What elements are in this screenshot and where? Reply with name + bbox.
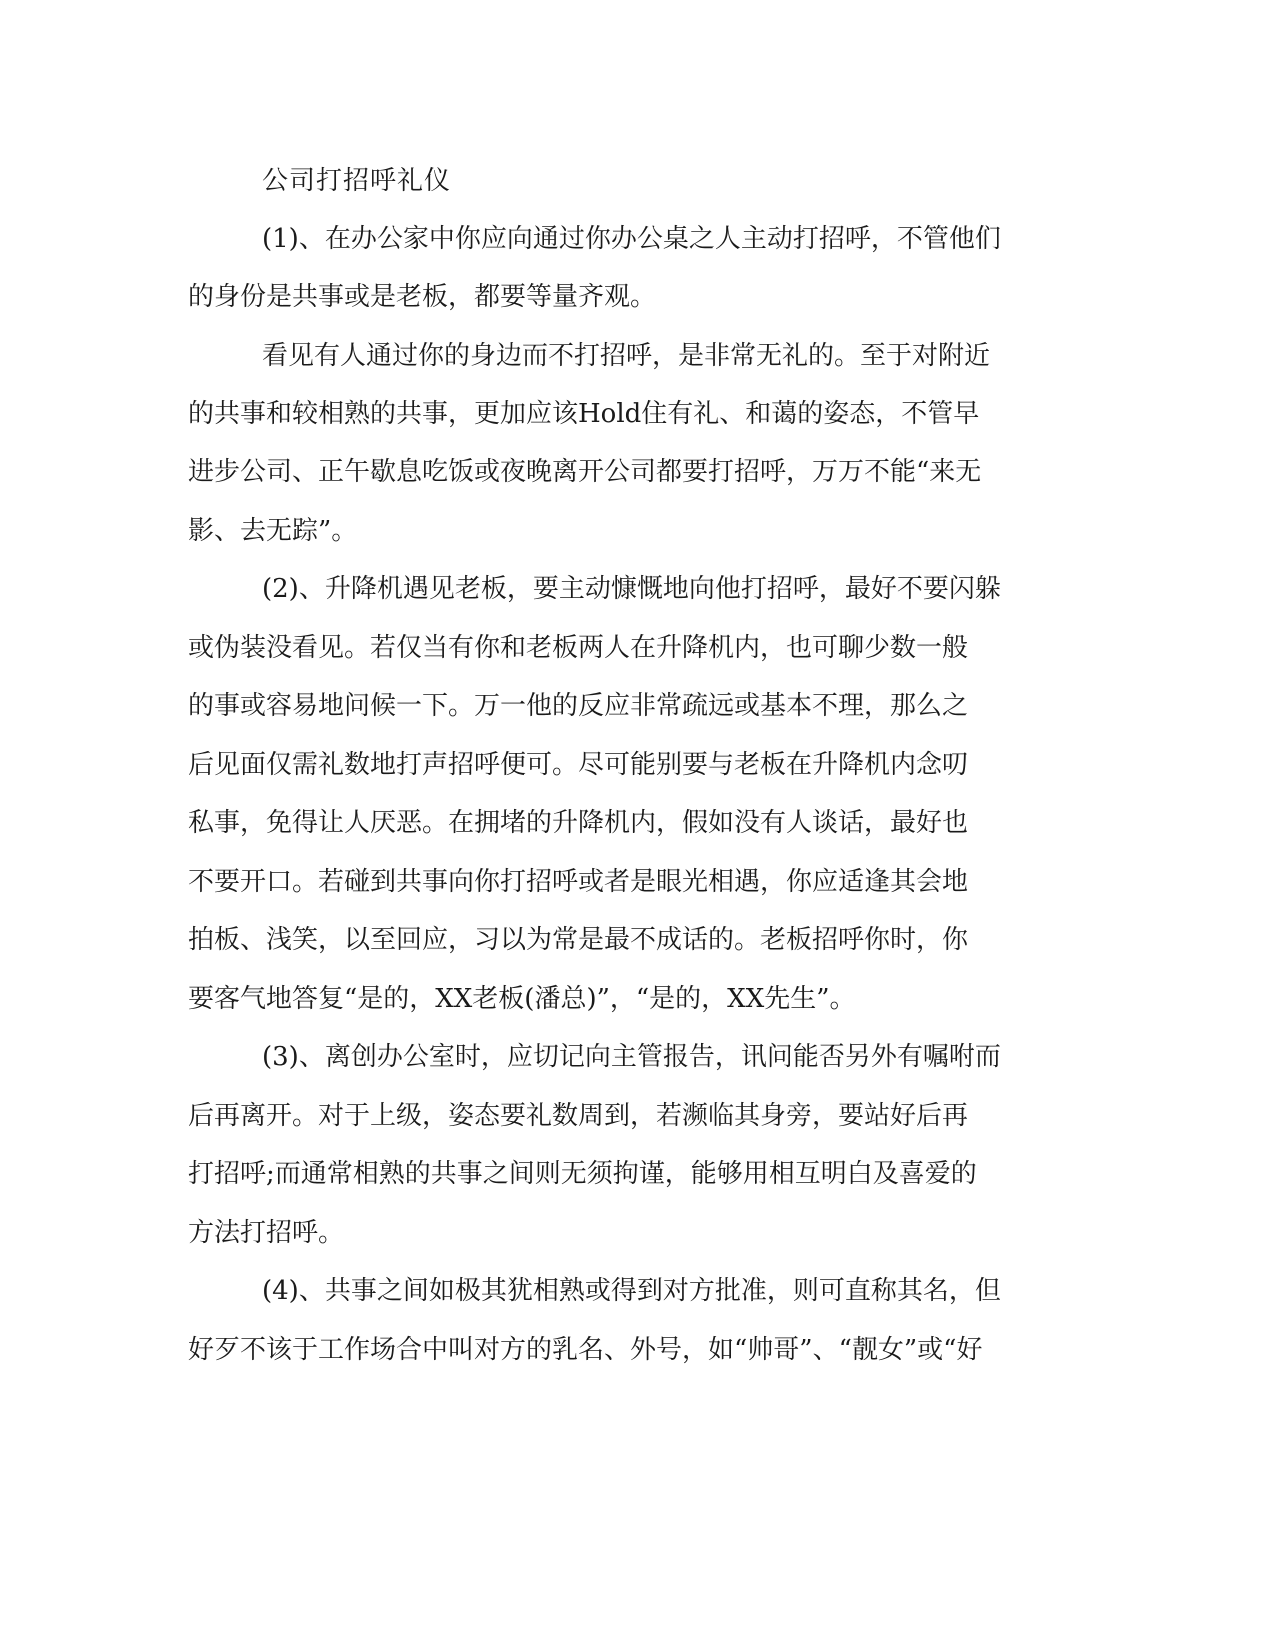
paragraph-line: 方法打招呼。 (188, 1218, 345, 1248)
paragraph-line: 影、去无踪”。 (188, 516, 358, 546)
paragraph-line: 后再离开。对于上级，姿态要礼数周到，若濒临其身旁，要站好后再 (188, 1101, 969, 1131)
paragraph-line: 打招呼;而通常相熟的共事之间则无须拘谨，能够用相互明白及喜爱的 (188, 1159, 977, 1189)
paragraph-line: 要客气地答复“是的，XX老板(潘总)”，“是的，XX先生”。 (188, 984, 856, 1014)
paragraph-line: 不要开口。若碰到共事向你打招呼或者是眼光相遇，你应适逢其会地 (188, 867, 969, 897)
document-title: 公司打招呼礼仪 (262, 166, 452, 196)
paragraph-line: 的共事和较相熟的共事，更加应该Hold住有礼、和蔼的姿态，不管早 (188, 399, 980, 429)
paragraph-line: 或伪装没看见。若仅当有你和老板两人在升降机内，也可聊少数一般 (188, 633, 969, 663)
paragraph-line: 私事，免得让人厌恶。在拥堵的升降机内，假如没有人谈话，最好也 (188, 808, 969, 838)
paragraph-line: 后见面仅需礼数地打声招呼便可。尽可能别要与老板在升降机内念叨 (188, 750, 969, 780)
paragraph-line: 的事或容易地问候一下。万一他的反应非常疏远或基本不理，那么之 (188, 691, 969, 721)
paragraph-line: 进步公司、正午歇息吃饭或夜晚离开公司都要打招呼，万万不能“来无 (188, 457, 982, 487)
paragraph-line: (1)、在办公家中你应向通过你办公桌之人主动打招呼，不管他们 (262, 224, 1001, 254)
paragraph-line: (2)、升降机遇见老板，要主动慷慨地向他打招呼，最好不要闪躲 (262, 574, 1001, 604)
paragraph-line: 好歹不该于工作场合中叫对方的乳名、外号，如“帅哥”、“靓女”或“好 (188, 1335, 983, 1365)
paragraph-line: (3)、离创办公室时，应切记向主管报告，讯问能否另外有嘱咐而 (262, 1042, 1001, 1072)
paragraph-line: (4)、共事之间如极其犹相熟或得到对方批准，则可直称其名，但 (262, 1276, 1001, 1306)
paragraph-line: 看见有人通过你的身边而不打招呼，是非常无礼的。至于对附近 (262, 341, 991, 371)
paragraph-line: 的身份是共事或是老板，都要等量齐观。 (188, 282, 657, 312)
paragraph-line: 拍板、浅笑，以至回应，习以为常是最不成话的。老板招呼你时，你 (188, 925, 969, 955)
